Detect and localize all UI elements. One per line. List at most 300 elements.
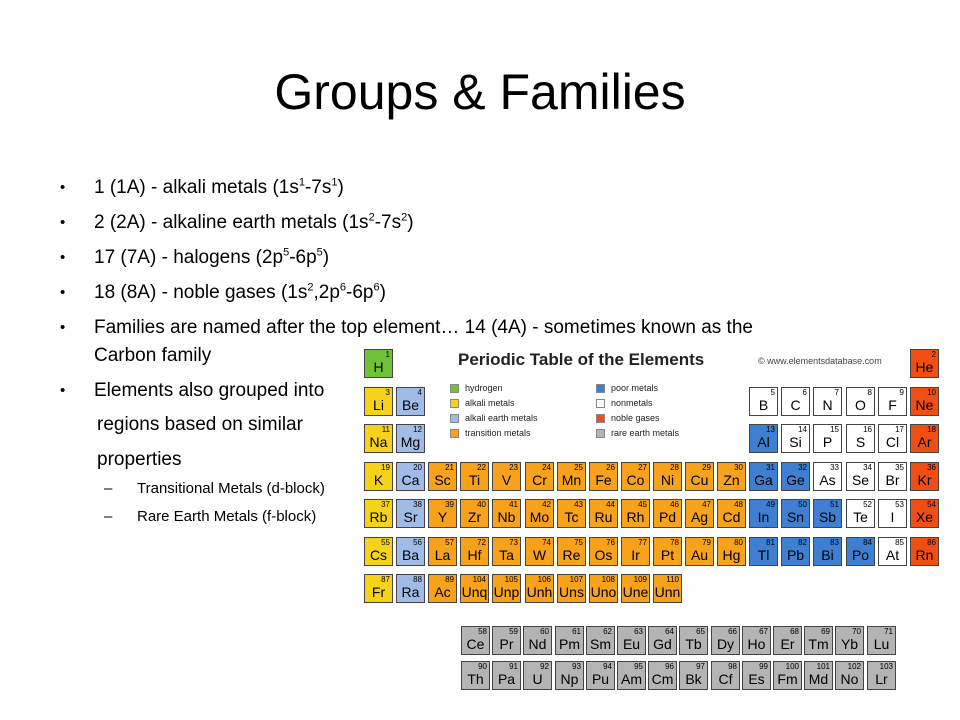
element-symbol: Tb — [685, 636, 702, 652]
legend-label: rare earth metals — [611, 428, 680, 438]
element-cell-tl — [749, 537, 778, 566]
element-symbol: Sn — [786, 509, 805, 525]
legend-alkali-metals — [450, 398, 515, 409]
legend-rare-earth-metals — [596, 428, 679, 439]
atomic-number: 26 — [606, 463, 615, 472]
bullet-families-cont — [94, 342, 211, 370]
atomic-number: 88 — [413, 575, 422, 584]
atomic-number: 57 — [445, 538, 454, 547]
bullet-text: 17 (7A) - halogens (2p — [94, 247, 284, 268]
atomic-number: 95 — [634, 662, 643, 671]
element-symbol: Ne — [915, 397, 934, 413]
element-cell-unn — [653, 574, 682, 603]
atomic-number: 96 — [665, 662, 674, 671]
element-cell-tb — [679, 626, 708, 655]
element-cell-sb — [813, 499, 842, 528]
element-cell-br — [878, 462, 907, 491]
bullet-text: ) — [322, 247, 330, 268]
element-cell-no — [835, 661, 864, 690]
atomic-number: 24 — [542, 463, 551, 472]
element-symbol: Ni — [660, 472, 675, 488]
legend-swatch — [596, 414, 605, 423]
element-cell-c — [781, 387, 810, 416]
element-cell-fm — [773, 661, 802, 690]
element-symbol: Cr — [532, 472, 547, 488]
atomic-number: 80 — [734, 538, 743, 547]
atomic-number: 20 — [413, 463, 422, 472]
element-cell-pb — [781, 537, 810, 566]
atomic-number: 54 — [927, 500, 936, 509]
atomic-number: 39 — [445, 500, 454, 509]
element-cell-as — [813, 462, 842, 491]
atomic-number: 93 — [572, 662, 581, 671]
sub-bullet-rare-earth — [104, 507, 317, 527]
element-symbol: Sb — [818, 509, 837, 525]
element-cell-zr — [460, 499, 489, 528]
atomic-number: 32 — [798, 463, 807, 472]
slide-title: Groups & Families — [274, 64, 686, 120]
atomic-number: 42 — [542, 500, 551, 509]
element-symbol: Se — [851, 472, 870, 488]
element-symbol: Tc — [564, 509, 579, 525]
element-symbol: Bk — [685, 671, 702, 687]
element-symbol: Ga — [754, 472, 773, 488]
element-symbol: Unq — [461, 584, 488, 600]
element-symbol: As — [819, 472, 836, 488]
element-cell-ne — [910, 387, 939, 416]
bullet-noble-gases — [60, 279, 386, 307]
atomic-number: 74 — [542, 538, 551, 547]
atomic-number: 108 — [601, 575, 615, 584]
atomic-number: 98 — [728, 662, 737, 671]
legend-label: noble gases — [611, 413, 660, 423]
atomic-number: 63 — [634, 627, 643, 636]
atomic-number: 94 — [603, 662, 612, 671]
element-symbol: Pr — [499, 636, 514, 652]
element-symbol: Au — [690, 547, 709, 563]
bullet-dot: • — [60, 319, 66, 336]
element-symbol: Er — [780, 636, 795, 652]
atomic-number: 66 — [728, 627, 737, 636]
bullet-text: 18 (8A) - noble gases (1s — [94, 282, 308, 303]
element-cell-ni — [653, 462, 682, 491]
element-cell-es — [742, 661, 771, 690]
atomic-number: 107 — [569, 575, 583, 584]
superscript: 6 — [339, 281, 347, 294]
element-symbol: S — [855, 434, 866, 450]
element-symbol: Mo — [529, 509, 550, 525]
atomic-number: 44 — [606, 500, 615, 509]
element-symbol: Lu — [873, 636, 890, 652]
element-symbol: Tl — [757, 547, 770, 563]
bullet-text: -6p — [346, 282, 374, 303]
legend-label: hydrogen — [465, 383, 503, 393]
bullet-alkali-metals — [60, 174, 344, 202]
atomic-number: 97 — [696, 662, 705, 671]
element-cell-unp — [492, 574, 521, 603]
element-symbol: Bi — [821, 547, 834, 563]
atomic-number: 78 — [670, 538, 679, 547]
bullet-text: Elements also grouped into — [94, 380, 325, 401]
element-symbol: Te — [853, 509, 868, 525]
legend-transition-metals — [450, 428, 531, 439]
element-cell-bi — [813, 537, 842, 566]
element-cell-u — [523, 661, 552, 690]
bullet-text: ) — [379, 282, 386, 303]
element-cell-ti — [460, 462, 489, 491]
atomic-number: 16 — [863, 425, 872, 434]
element-symbol: Re — [562, 547, 581, 563]
atomic-number: 34 — [863, 463, 872, 472]
element-cell-kr — [910, 462, 939, 491]
element-symbol: Ru — [594, 509, 613, 525]
element-symbol: Mg — [400, 434, 421, 450]
element-cell-pm — [555, 626, 584, 655]
element-symbol: N — [822, 397, 833, 413]
bullet-dot: • — [60, 249, 66, 266]
atomic-number: 79 — [702, 538, 711, 547]
element-cell-nb — [492, 499, 521, 528]
element-cell-in — [749, 499, 778, 528]
element-symbol: Ca — [401, 472, 420, 488]
atomic-number: 48 — [734, 500, 743, 509]
element-symbol: C — [790, 397, 801, 413]
element-symbol: Po — [851, 547, 870, 563]
element-symbol: Tm — [808, 636, 829, 652]
element-cell-au — [685, 537, 714, 566]
atomic-number: 109 — [633, 575, 647, 584]
legend-swatch — [450, 384, 459, 393]
element-cell-np — [555, 661, 584, 690]
atomic-number: 41 — [509, 500, 518, 509]
element-symbol: Li — [373, 397, 384, 413]
element-cell-co — [621, 462, 650, 491]
element-symbol: Zn — [723, 472, 740, 488]
element-cell-eu — [617, 626, 646, 655]
element-symbol: He — [915, 359, 934, 375]
atomic-number: 70 — [852, 627, 861, 636]
atomic-number: 82 — [798, 538, 807, 547]
atomic-number: 99 — [759, 662, 768, 671]
atomic-number: 15 — [830, 425, 839, 434]
atomic-number: 18 — [927, 425, 936, 434]
atomic-number: 23 — [509, 463, 518, 472]
element-symbol: Lr — [875, 671, 888, 687]
element-symbol: Ag — [690, 509, 709, 525]
element-cell-na — [364, 424, 393, 453]
element-symbol: Eu — [622, 636, 641, 652]
atomic-number: 75 — [574, 538, 583, 547]
element-symbol: Th — [467, 671, 484, 687]
element-symbol: U — [532, 671, 543, 687]
element-symbol: Cd — [722, 509, 741, 525]
element-cell-mo — [525, 499, 554, 528]
element-symbol: Une — [622, 584, 649, 600]
element-cell-pu — [586, 661, 615, 690]
sub-bullet-dash: – — [104, 480, 113, 497]
atomic-number: 50 — [798, 500, 807, 509]
element-symbol: Pd — [658, 509, 677, 525]
element-symbol: Ge — [786, 472, 805, 488]
bullet-dot: • — [60, 179, 66, 196]
element-symbol: Pm — [559, 636, 580, 652]
atomic-number: 4 — [417, 388, 422, 397]
element-symbol: Ta — [499, 547, 514, 563]
element-symbol: Ir — [631, 547, 640, 563]
element-cell-cm — [648, 661, 677, 690]
element-cell-ra — [396, 574, 425, 603]
superscript: 2 — [368, 211, 375, 224]
element-cell-p — [813, 424, 842, 453]
legend-noble-gases — [596, 413, 660, 424]
atomic-number: 90 — [478, 662, 487, 671]
element-symbol: Sm — [590, 636, 611, 652]
superscript: 2 — [307, 281, 314, 294]
atomic-number: 52 — [863, 500, 872, 509]
element-cell-ir — [621, 537, 650, 566]
element-symbol: Ce — [466, 636, 485, 652]
atomic-number: 27 — [638, 463, 647, 472]
atomic-number: 71 — [884, 627, 893, 636]
bullet-dot: • — [60, 284, 66, 301]
element-symbol: In — [757, 509, 770, 525]
atomic-number: 43 — [574, 500, 583, 509]
atomic-number: 28 — [670, 463, 679, 472]
bullet-text: -7s — [374, 212, 402, 233]
element-symbol: Gd — [653, 636, 672, 652]
bullet-text: Families are named after the top element… 14 (4A) - sometimes known as the — [94, 317, 753, 338]
element-cell-pr — [492, 626, 521, 655]
bullet-regions — [60, 377, 325, 405]
element-cell-une — [621, 574, 650, 603]
element-symbol: Ra — [401, 584, 420, 600]
legend-label: transition metals — [465, 428, 531, 438]
atomic-number: 102 — [847, 662, 861, 671]
rare-earth-block — [461, 626, 911, 698]
element-cell-at — [878, 537, 907, 566]
element-cell-th — [461, 661, 490, 690]
element-symbol: K — [373, 472, 384, 488]
element-symbol: Ti — [468, 472, 481, 488]
atomic-number: 59 — [509, 627, 518, 636]
element-symbol: Cs — [369, 547, 388, 563]
element-symbol: Kr — [917, 472, 932, 488]
legend-swatch — [450, 429, 459, 438]
atomic-number: 1 — [385, 350, 390, 359]
element-symbol: H — [373, 359, 384, 375]
atomic-number: 106 — [537, 575, 551, 584]
bullet-dot: • — [60, 382, 66, 399]
atomic-number: 51 — [830, 500, 839, 509]
element-cell-uns — [557, 574, 586, 603]
periodic-table-title: Periodic Table of the Elements — [458, 350, 705, 369]
element-cell-ag — [685, 499, 714, 528]
element-cell-er — [773, 626, 802, 655]
element-cell-gd — [648, 626, 677, 655]
element-cell-cr — [525, 462, 554, 491]
superscript: 6 — [373, 281, 380, 294]
atomic-number: 19 — [381, 463, 390, 472]
atomic-number: 55 — [381, 538, 390, 547]
element-cell-te — [846, 499, 875, 528]
element-cell-si — [781, 424, 810, 453]
element-symbol: Si — [789, 434, 802, 450]
element-symbol: Nd — [528, 636, 547, 652]
element-symbol: Rn — [915, 547, 934, 563]
atomic-number: 60 — [540, 627, 549, 636]
element-cell-li — [364, 387, 393, 416]
element-cell-ta — [492, 537, 521, 566]
legend-hydrogen — [450, 383, 503, 394]
element-symbol: Rh — [626, 509, 645, 525]
atomic-number: 5 — [770, 388, 775, 397]
element-symbol: Sr — [403, 509, 418, 525]
element-symbol: Rb — [369, 509, 388, 525]
atomic-number: 2 — [931, 350, 936, 359]
element-cell-cd — [717, 499, 746, 528]
element-symbol: Np — [560, 671, 579, 687]
element-cell-la — [428, 537, 457, 566]
atomic-number: 35 — [895, 463, 904, 472]
element-cell-k — [364, 462, 393, 491]
element-cell-sr — [396, 499, 425, 528]
element-cell-md — [804, 661, 833, 690]
superscript: 5 — [283, 246, 290, 259]
element-cell-sm — [586, 626, 615, 655]
atomic-number: 7 — [834, 388, 839, 397]
element-symbol: Ba — [401, 547, 420, 563]
atomic-number: 11 — [381, 425, 390, 434]
element-cell-rb — [364, 499, 393, 528]
element-symbol: Unh — [526, 584, 553, 600]
bullet-text: ) — [337, 177, 344, 198]
element-symbol: Ho — [747, 636, 766, 652]
sub-bullet-transitional — [104, 479, 325, 499]
element-cell-xe — [910, 499, 939, 528]
legend-label: nonmetals — [611, 398, 653, 408]
atomic-number: 85 — [895, 538, 904, 547]
element-symbol: O — [855, 397, 866, 413]
element-cell-rh — [621, 499, 650, 528]
element-cell-pa — [492, 661, 521, 690]
element-symbol: Md — [808, 671, 829, 687]
sub-bullet-text: Rare Earth Metals (f-block) — [137, 508, 317, 525]
atomic-number: 103 — [879, 662, 893, 671]
element-symbol: Pb — [786, 547, 805, 563]
atomic-number: 67 — [759, 627, 768, 636]
element-cell-be — [396, 387, 425, 416]
atomic-number: 58 — [478, 627, 487, 636]
superscript: 1 — [298, 176, 305, 189]
element-cell-v — [492, 462, 521, 491]
element-cell-po — [846, 537, 875, 566]
atomic-number: 72 — [477, 538, 486, 547]
element-cell-ga — [749, 462, 778, 491]
element-symbol: W — [532, 547, 547, 563]
element-symbol: Cl — [885, 434, 900, 450]
element-symbol: No — [840, 671, 859, 687]
bullet-text: -7s — [304, 177, 332, 198]
element-cell-f — [878, 387, 907, 416]
atomic-number: 25 — [574, 463, 583, 472]
legend-alkali-earth-metals — [450, 413, 538, 424]
element-symbol: Al — [757, 434, 770, 450]
element-symbol: Fe — [595, 472, 612, 488]
element-cell-cs — [364, 537, 393, 566]
element-cell-re — [557, 537, 586, 566]
atomic-number: 22 — [477, 463, 486, 472]
regions-line-3: properties — [97, 449, 182, 470]
element-symbol: Yb — [840, 636, 859, 652]
atomic-number: 53 — [895, 500, 904, 509]
atomic-number: 31 — [766, 463, 775, 472]
atomic-number: 91 — [509, 662, 518, 671]
atomic-number: 56 — [413, 538, 422, 547]
atomic-number: 33 — [830, 463, 839, 472]
legend-nonmetals — [596, 398, 653, 409]
element-symbol: Nb — [497, 509, 516, 525]
element-cell-n — [813, 387, 842, 416]
legend-label: poor metals — [611, 383, 659, 393]
atomic-number: 92 — [540, 662, 549, 671]
element-symbol: F — [888, 397, 897, 413]
element-cell-y — [428, 499, 457, 528]
element-symbol: B — [758, 397, 769, 413]
element-cell-dy — [711, 626, 740, 655]
legend-swatch — [596, 399, 605, 408]
atomic-number: 83 — [830, 538, 839, 547]
element-cell-unh — [525, 574, 554, 603]
atomic-number: 6 — [802, 388, 807, 397]
element-symbol: P — [822, 434, 833, 450]
atomic-number: 105 — [504, 575, 518, 584]
element-cell-cu — [685, 462, 714, 491]
element-cell-hf — [460, 537, 489, 566]
element-symbol: Pu — [591, 671, 610, 687]
atomic-number: 21 — [445, 463, 454, 472]
element-cell-ho — [742, 626, 771, 655]
element-symbol: Be — [401, 397, 420, 413]
element-symbol: Am — [621, 671, 642, 687]
element-cell-pt — [653, 537, 682, 566]
atomic-number: 86 — [927, 538, 936, 547]
element-cell-mn — [557, 462, 586, 491]
bullet-dot: • — [60, 214, 66, 231]
atomic-number: 17 — [895, 425, 904, 434]
element-cell-ru — [589, 499, 618, 528]
atomic-number: 8 — [867, 388, 872, 397]
element-cell-cl — [878, 424, 907, 453]
legend-label: alkali earth metals — [465, 413, 538, 423]
element-cell-o — [846, 387, 875, 416]
atomic-number: 46 — [670, 500, 679, 509]
bullet-families — [60, 314, 753, 342]
element-cell-lr — [867, 661, 896, 690]
element-cell-rn — [910, 537, 939, 566]
bullet-text: Carbon family — [94, 345, 212, 366]
atomic-number: 37 — [381, 500, 390, 509]
element-cell-b — [749, 387, 778, 416]
element-cell-ac — [428, 574, 457, 603]
element-symbol: La — [434, 547, 451, 563]
atomic-number: 101 — [816, 662, 830, 671]
element-cell-s — [846, 424, 875, 453]
legend-poor-metals — [596, 383, 658, 394]
element-symbol: Na — [369, 434, 388, 450]
atomic-number: 3 — [385, 388, 390, 397]
element-symbol: Co — [626, 472, 645, 488]
superscript: 2 — [401, 211, 408, 224]
